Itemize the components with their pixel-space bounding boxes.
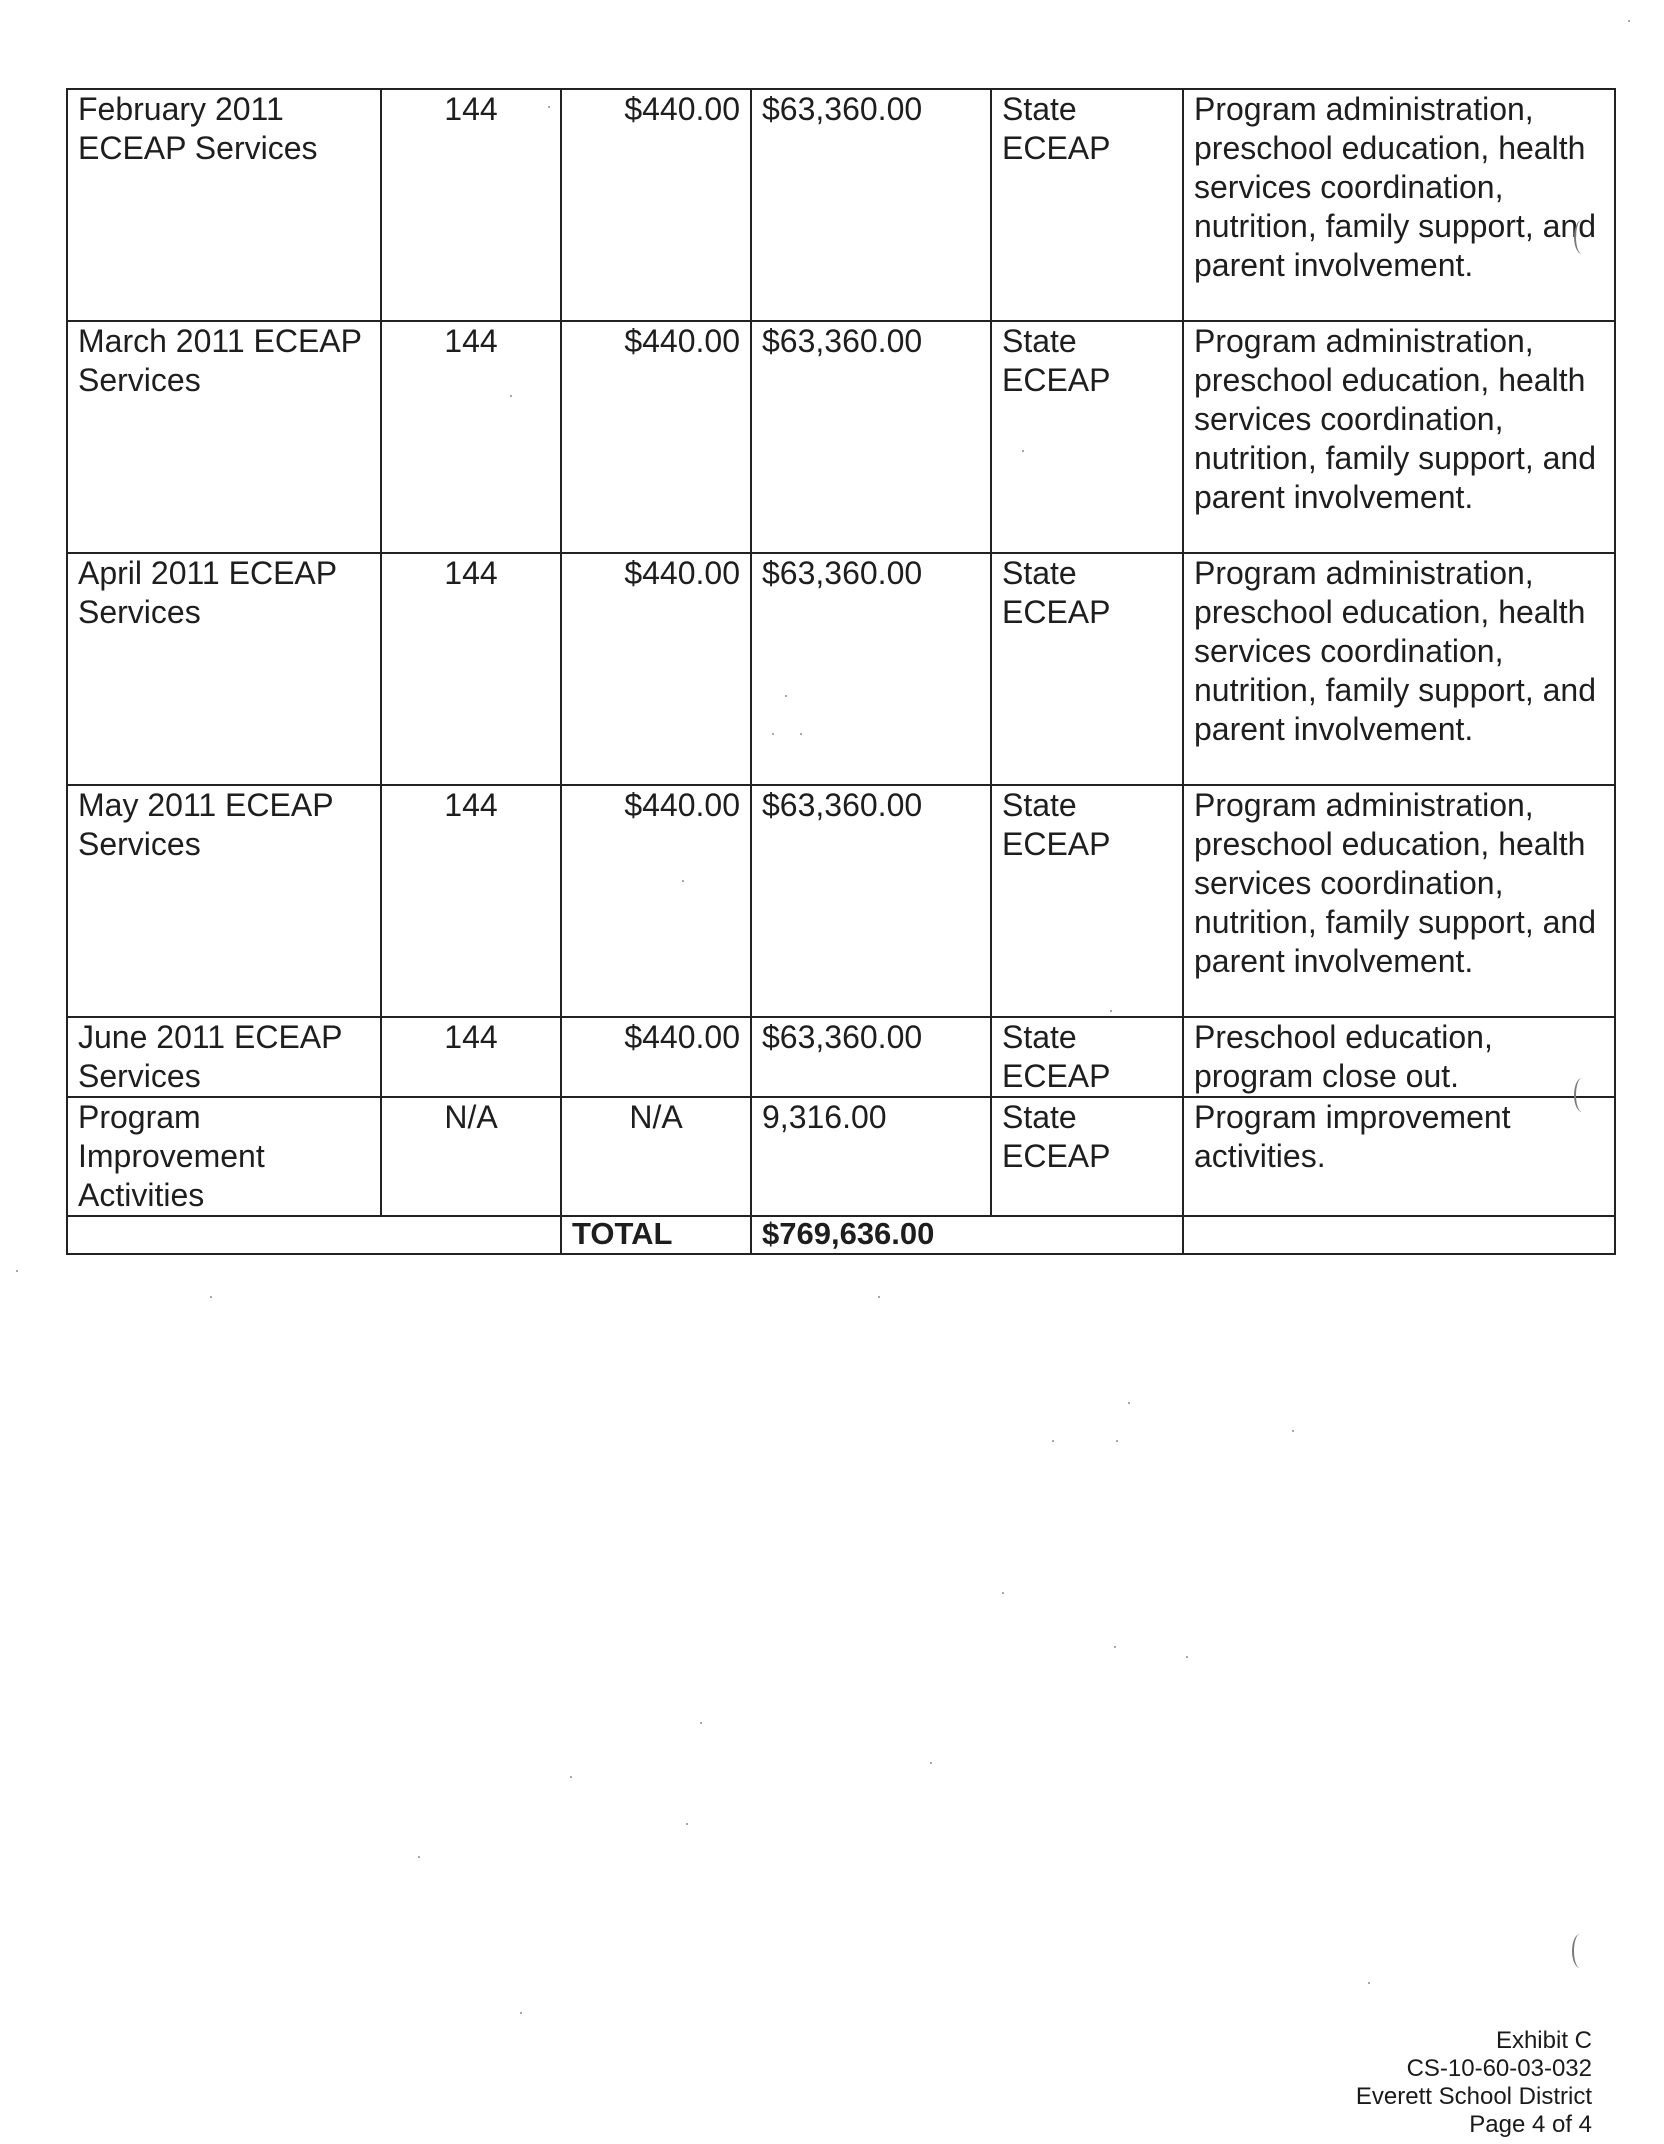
- amount-cell: $63,360.00: [751, 89, 991, 321]
- organization-name: Everett School District: [1355, 2083, 1592, 2110]
- punch-hole-mark: [1574, 220, 1590, 254]
- description-cell: Program administration, preschool education, health services coordination, nutrition, family support, and parent involvement.: [1183, 553, 1615, 785]
- scan-speck: [1002, 1592, 1004, 1594]
- scan-speck: [418, 1856, 420, 1858]
- scan-speck: [1116, 1440, 1118, 1442]
- description-cell: Program administration, preschool education, health services coordination, nutrition, family support, and parent involvement.: [1183, 89, 1615, 321]
- funding-source-cell: State ECEAP: [991, 785, 1183, 1017]
- scan-speck: [1628, 20, 1630, 22]
- table-row: [67, 553, 1615, 785]
- scan-speck: [1128, 1402, 1130, 1404]
- scan-speck: [1186, 1656, 1188, 1658]
- scan-speck: [682, 880, 684, 882]
- total-row: [67, 1216, 1615, 1254]
- amount-cell: $63,360.00: [751, 321, 991, 553]
- total-row-blank-cell: [67, 1216, 561, 1254]
- scan-speck: [1052, 1440, 1054, 1442]
- total-label: TOTAL: [561, 1216, 751, 1254]
- table-row: [67, 89, 1615, 321]
- scan-speck: [1022, 450, 1024, 452]
- scan-speck: [700, 1722, 702, 1724]
- table-row: [67, 1017, 1615, 1097]
- page-number: Page 4 of 4: [1469, 2111, 1592, 2138]
- scan-speck: [785, 695, 787, 697]
- description-cell: Program administration, preschool education, health services coordination, nutrition, family support, and parent involvement.: [1183, 785, 1615, 1017]
- table-row: [67, 785, 1615, 1017]
- count-cell: 144: [381, 553, 561, 785]
- description-cell: Program improvement activities.: [1183, 1097, 1615, 1216]
- budget-table: [66, 88, 1616, 1255]
- scan-speck: [930, 1762, 932, 1764]
- scan-speck: [1368, 1982, 1370, 1984]
- rate-cell: N/A: [561, 1097, 751, 1216]
- count-cell: 144: [381, 785, 561, 1017]
- count-cell: 144: [381, 1017, 561, 1097]
- page-footer: [1356, 2027, 1592, 2139]
- amount-cell: $63,360.00: [751, 1017, 991, 1097]
- scan-speck: [16, 1270, 18, 1272]
- punch-hole-mark: [1572, 1934, 1588, 1968]
- total-row-blank-cell: [1183, 1216, 1615, 1254]
- count-cell: 144: [381, 89, 561, 321]
- scan-speck: [686, 1823, 688, 1825]
- total-amount: $769,636.00: [751, 1216, 1183, 1254]
- service-item-cell: March 2011 ECEAP Services: [67, 321, 381, 553]
- punch-hole-mark: [1574, 1078, 1590, 1112]
- rate-cell: $440.00: [561, 1017, 751, 1097]
- scan-speck: [878, 1296, 880, 1298]
- service-item-cell: May 2011 ECEAP Services: [67, 785, 381, 1017]
- funding-source-cell: State ECEAP: [991, 321, 1183, 553]
- contract-number: CS-10-60-03-032: [1406, 2055, 1592, 2082]
- service-item-cell: June 2011 ECEAP Services: [67, 1017, 381, 1097]
- funding-source-cell: State ECEAP: [991, 1017, 1183, 1097]
- description-cell: Program administration, preschool education, health services coordination, nutrition, family support, and parent involvement.: [1183, 321, 1615, 553]
- service-item-cell: February 2011 ECEAP Services: [67, 89, 381, 321]
- funding-source-cell: State ECEAP: [991, 89, 1183, 321]
- scan-speck: [510, 395, 512, 397]
- scan-speck: [772, 733, 774, 735]
- amount-cell: 9,316.00: [751, 1097, 991, 1216]
- scan-speck: [210, 1296, 212, 1298]
- scan-speck: [570, 1776, 572, 1778]
- rate-cell: $440.00: [561, 553, 751, 785]
- scan-speck: [1292, 1430, 1294, 1432]
- service-item-cell: April 2011 ECEAP Services: [67, 553, 381, 785]
- scan-speck: [800, 733, 802, 735]
- amount-cell: $63,360.00: [751, 785, 991, 1017]
- count-cell: N/A: [381, 1097, 561, 1216]
- rate-cell: $440.00: [561, 321, 751, 553]
- description-cell: Preschool education, program close out.: [1183, 1017, 1615, 1097]
- funding-source-cell: State ECEAP: [991, 553, 1183, 785]
- count-cell: 144: [381, 321, 561, 553]
- rate-cell: $440.00: [561, 89, 751, 321]
- scan-speck: [1110, 1010, 1112, 1012]
- table-row: [67, 321, 1615, 553]
- rate-cell: $440.00: [561, 785, 751, 1017]
- exhibit-label: Exhibit C: [1495, 2027, 1592, 2054]
- scan-speck: [520, 2012, 522, 2014]
- service-item-cell: Program Improvement Activities: [67, 1097, 381, 1216]
- amount-cell: $63,360.00: [751, 553, 991, 785]
- scan-speck: [548, 106, 550, 108]
- table-row: [67, 1097, 1615, 1216]
- funding-source-cell: State ECEAP: [991, 1097, 1183, 1216]
- scan-speck: [1114, 1646, 1116, 1648]
